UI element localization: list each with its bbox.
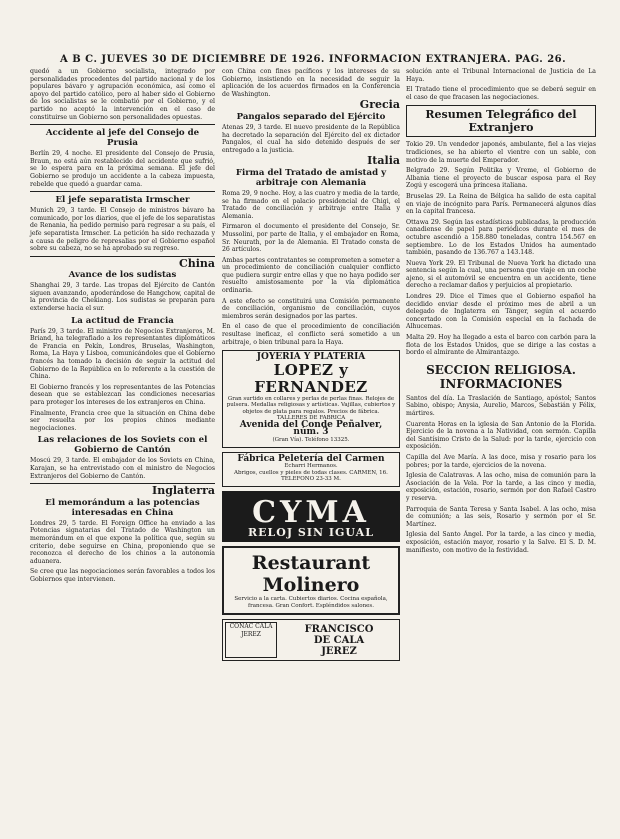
ad2-small: Abrigos, cuellos y pieles de todas clases. CARMEN, 16. TELEFONO 23-33 M. [234, 469, 388, 483]
column-3 [406, 68, 596, 557]
col1-heading-4: La actitud de Francia [71, 315, 174, 326]
col1-paragraph-1: Berlín 29, 4 noche. El presidente del Consejo de Prusia, Braun, no está aún restablecido del accidente que sufrió, se lo espera para en la próxima semana. El jefe del Gobierno se produjo un accidente a la cabeza impuesta, rebelde que quedó a guardar cama. [30, 150, 215, 188]
ad1-big: LOPEZ y FERNANDEZ [254, 360, 368, 396]
col2-paragraph-1: Atenas 29, 3 tarde. El nuevo presidente de la República ha decretado la separación del Ejército del ex dictador Pangalos, el cual ha sido detenido después de ser entregado a la justicia. [222, 123, 400, 154]
col1-paragraph-8: Londres 29, 5 tarde. El Foreign Office ha enviado a las Potencias signatarias del Tratado de Washington un memorándum en el que expone la política que, según su criterio, debe seguirse en China, proponiendo que se reconozca el derecho de los chinos a la autonomía aduanera. [30, 519, 215, 565]
col1-intro: quedó a un Gobierno socialista, integrado por personalidades procedentes del partido nacional y de los populares bávaro y agrupación económica, así como el apoyo del partido católico, pero al haber sido el Gobierno de los socialistas se le combatió por el Gobierno, y el partido no aceptó la intervención en el caso de constituirse un Gobierno son personalidades opuestas. [30, 68, 215, 121]
col1-paragraph-5: El Gobierno francés y los representantes de las Potencias desean que se establezcan las condiciones necesarias para proteger los intereses de los extranjeros en China. [30, 383, 215, 406]
col1-paragraph-6: Finalmente, Francia cree que la situación en China debe ser resuelta por los propios chinos mediante negociaciones. [30, 409, 215, 432]
col2-paragraph-2: Roma 29, 9 noche. Hoy, a las cuatro y media de la tarde, se ha firmado en el palacio presidencial de Chigi, el Tratado de conciliación y arbitraje entre Italia y Alemania. [222, 189, 400, 220]
restaurant-details: Servicio a la carta. Cubiertos diarios. Cocina española, francesa. Gran Confort. Espléndidos salones. [234, 596, 388, 609]
cala-line2: DE CALA [313, 634, 365, 646]
col1-heading-3: Avance de los sudistas [68, 270, 177, 281]
col3-paragraph-7: Londres 29. Dice el Times que el Gobierno español ha decidido enviar desde el próximo mes de abril a un delegado de Inglaterra en Tánger, según el acuerdo concertado con la Comisión especial en la fachada de Alhucemas. [406, 293, 596, 331]
ad-francisco-de-cala [222, 619, 400, 661]
col2-paragraph-3: Firmaron el documento el presidente del Consejo, Sr. Mussolini, por parte de Italia, y el embajador en Roma, Sr. Neurath, por la de Alemania. El Tratado consta de 26 artículos. [222, 223, 400, 254]
col2-paragraph-5: A este efecto se constituirá una Comisión permanente de conciliación, organismo de conciliación, cuyos miembros serán designados por las partes. [222, 297, 400, 320]
col2-intro: con China con fines pacíficos y los intereses de su Gobierno, insistiendo en la necesidad de seguir la aplicación de los acuerdos firmados en la Conferencia de Washington. [222, 68, 400, 98]
divider [30, 124, 215, 125]
col1-paragraph-3: Shanghai 29, 3 tarde. Las tropas del Ejército de Cantón siguen avanzando, apoderándose de Hangchow, capital de la provincia de Chekiang. Los sudistas se preparan para extenderse hacia el sur. [30, 282, 215, 313]
col3-paragraph-8: Malta 29. Hoy ha llegado a esta el barco con carbón para la flota de los Estados Unidos, que se dirige a las costas a bordo el almirante de Almirantazgo. [406, 334, 596, 357]
col3-paragraph-2: Tokio 29. Un vendedor japonés, ambulante, fiel a las viejas tradiciones, se ha abierto el vientre con un sable, con motivo de la muerte del Emperador. [406, 141, 596, 164]
ad-peleteria-carmen [222, 452, 400, 487]
col3-paragraph-1: El Tratado tiene el procedimiento que se deberá seguir en el caso de que fracasen las negociaciones. [406, 86, 596, 101]
ad-lopez-fernandez [222, 350, 400, 447]
col2-heading-1: Pangalos separado del Ejército [236, 111, 386, 122]
col2-heading-2: Firma del Tratado de amistad y arbitraje con Alemania [235, 167, 387, 188]
ad1-small: Gran surtido en collares y perlas de perlas finas. Relojes de pulsera. Medallas religiosas y artísticas. Vajillas, cubiertos y objetos de plata para regalos. Precios de fábrica. [226, 395, 396, 415]
cala-line1: FRANCISCO [304, 623, 374, 635]
section-inglaterra: Inglaterra [152, 484, 215, 498]
col1-paragraph-9: Se cree que las negociaciones serán favorables a todos los Gobiernos que intervienen. [30, 568, 215, 583]
section-italia: Italia [367, 154, 400, 168]
col3-paragraph-5: Ottawa 29. Según las estadísticas publicadas, la producción canadiense de papel para periódicos durante el mes de octubre ascendió a 158.880 toneladas, contra 154.567 en septiembre. Lo de los Estados Unidos ha aumentado también, pasando de 136.767 a 143.148. [406, 218, 596, 257]
ad-restaurant-molinero [222, 546, 400, 615]
col3-paragraph-6: Nueva York 29. El Tribunal de Nueva York ha dictado una sentencia según la cual, una persona que viaje en un coche ajeno, si el automóvil se encuentra en un accidente, tiene derecho a reclamar daños y perjuicios al propietario. [406, 259, 596, 290]
cala-line3: JEREZ [321, 645, 357, 657]
col1-heading-1: Accidente al jefe del Consejo de Prusia [45, 128, 200, 149]
cyma-brand: CYMA [252, 494, 370, 530]
col3-paragraph-14: Iglesia del Santo Ángel. Por la tarde, a las cinco y media, exposición, estación mayor, rosario y la Salve. El S. D. M. manifiesto, con motivo de la festividad. [406, 531, 596, 554]
restaurant-name: Restaurant Molinero [251, 552, 371, 597]
ad1-line1: JOYERIA Y PLATERIA [256, 352, 366, 363]
page-header: A B C. JUEVES 30 DE DICIEMBRE DE 1926. INFORMACION EXTRANJERA. PAG. 26. [60, 54, 567, 65]
col3-paragraph-11: Capilla del Ave María. A las doce, misa y rosario para los pobres; por la tarde, ejercicios de la novena. [406, 453, 596, 469]
resumen-heading: Resumen Telegráfico del Extranjero [406, 105, 596, 137]
col1-paragraph-4: París 29, 3 tarde. El ministro de Negocios Extranjeros, M. Briand, ha telegrafiado a los representantes diplomáticos de Francia en Pekín, Londres, Bruselas, Washington, Roma, La Haya y Lisboa, comunicándoles que el Gobierno francés ha tomado la decisión de seguir la actitud del Gobierno de la República en lo referente a la cuestión de China. [30, 327, 215, 381]
col2-paragraph-4: Ambas partes contratantes se comprometen a someter a un procedimiento de conciliación cualquier conflicto que pudiera surgir entre ellas y que no haya podido ser resuelto amistosamente por la vía diplomática ordinaria. [222, 256, 400, 295]
divider [30, 191, 215, 192]
seccion-religiosa-heading: SECCION RELIGIOSA. INFORMACIONES [426, 362, 576, 391]
cyma-slogan: RELOJ SIN IGUAL [248, 525, 374, 539]
ad1-address: Avenida del Conde Peñalver, núm. 3 [239, 419, 383, 438]
ad2-title: Fábrica Peletería del Carmen [237, 453, 385, 464]
col3-paragraph-13: Parroquia de Santa Teresa y Santa Isabel. A las ocho, misa de comunión; a las seis, Rosario y sermón por el Sr. Martínez. [406, 505, 596, 528]
column-2 [222, 68, 400, 665]
section-grecia: Grecia [359, 98, 400, 112]
col3-paragraph-10: Cuarenta Horas en la iglesia de San Antonio de la Florida. Ejercicio de la novena a la Natividad, con sermón. Capilla del Santísimo Cristo de la Salud: por la tarde, ejercicio con exposición. [406, 420, 596, 451]
col1-paragraph-2: Munich 29, 3 tarde. El Consejo de ministros bávaro ha comunicado, por los diarios, que el jefe de los separatistas de Renania, ha pedido permiso para regresar a su país, el jefe separatista Irmscher. La petición ha sido rechazada y a causa de peligro de represalias por el Gobierno español sobre su cabeza, no se ha aprobado su regreso. [30, 207, 215, 253]
col3-intro: solución ante el Tribunal Internacional de Justicia de La Haya. [406, 68, 596, 83]
col2-paragraph-6: En el caso de que el procedimiento de conciliación resultase ineficaz, el conflicto será sometido a un arbitraje, o bien tribunal para la Haya. [222, 323, 400, 346]
col1-heading-5: Las relaciones de los Soviets con el Gobierno de Cantón [37, 435, 208, 456]
ad2-sub: Echarri Hermanos. [284, 463, 338, 470]
col1-heading-2: El jefe separatista Irmscher [55, 195, 190, 206]
col3-paragraph-3: Belgrado 29. Según Politika y Vreme, el Gobierno de Albania tiene el proyecto de buscar esposa para el Rey Zogú y escogerá una princesa italiana. [406, 167, 596, 190]
col3-paragraph-9: Santos del día. La Traslación de Santiago, apóstol; Santos Sabino, obispo; Anysia, Aurelio, Marcos, Sebastián y Félix, mártires. [406, 394, 596, 417]
cala-text [279, 624, 399, 657]
col3-paragraph-4: Bruselas 29. La Reina de Bélgica ha salido de esta capital en viaje de incógnito para París. Permanecerá algunos días en la capital francesa. [406, 192, 596, 216]
col1-heading-6: El memorándum a las potencias interesadas en China [45, 497, 200, 518]
cala-logo: COÑAC CALA JEREZ [225, 622, 277, 658]
column-1 [30, 68, 215, 587]
col3-paragraph-12: Iglesia de Calatravas. A las ocho, misa de comunión para la Asociación de la Vela. Por la tarde, a las cinco y media, exposición, estación, rosario, sermón por don Rafael Castro y reserva. [406, 472, 596, 502]
ad-cyma [222, 491, 400, 543]
section-china: China [178, 256, 215, 270]
ad1-telephone: (Gran Vía). Teléfono 13325. [272, 437, 350, 443]
col1-paragraph-7: Moscú 29, 3 tarde. El embajador de los Soviets en China, Karajan, se ha entrevistado con el ministro de Negocios Extranjeros del Gobierno de Cantón. [30, 457, 215, 480]
ad1-line2: TALLERES DE FABRICA [276, 415, 346, 422]
